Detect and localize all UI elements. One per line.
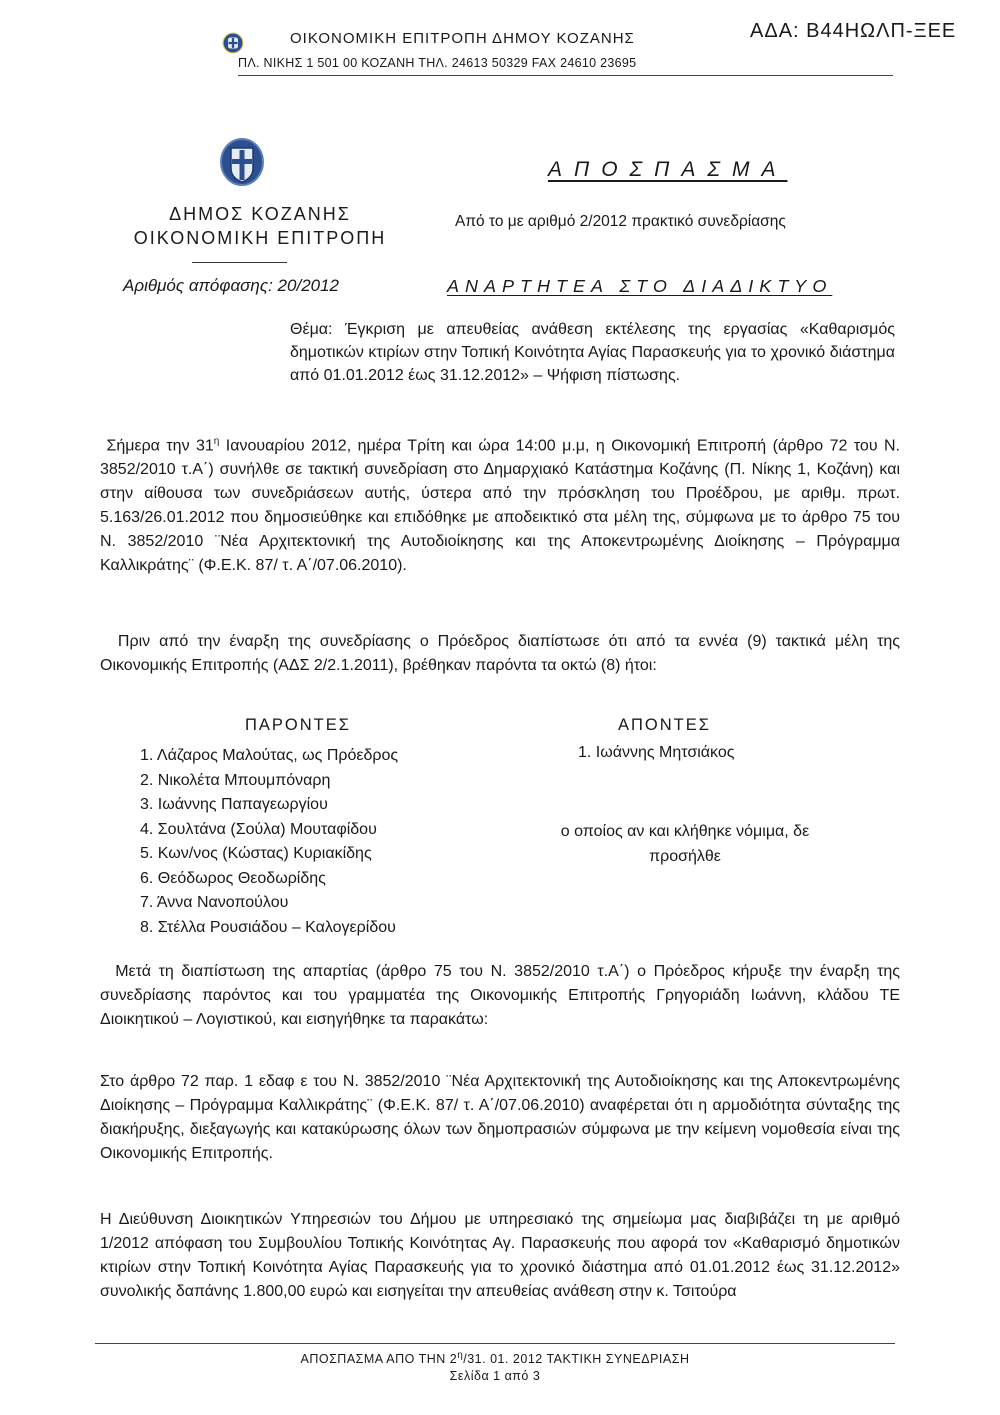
present-heading: ΠΑΡΟΝΤΕΣ <box>245 716 351 734</box>
paragraph-quorum-text: Πριν από την έναρξη της συνεδρίασης ο Πρόεδρος διαπίστωσε ότι από τα εννέα (9) τακτικά μέλη της Οικονομικής Επιτροπής (ΑΔΣ 2/2.1.2011), βρέθηκαν παρόντα τα οκτώ (8) ήτοι: <box>100 633 900 674</box>
absent-member: 1. Ιωάννης Μητσιάκος <box>578 744 735 761</box>
list-item: 4. Σουλτάνα (Σούλα) Μουταφίδου <box>140 820 377 838</box>
absent-note: ο οποίος αν και κλήθηκε νόμιμα, δε προσήλθε <box>560 823 810 865</box>
issuer-municipality: ΔΗΜΟΣ ΚΟΖΑΝΗΣ <box>169 204 351 224</box>
minutes-reference: Από το με αριθμό 2/2012 πρακτικό συνεδρίασης <box>455 213 786 230</box>
present-members-list <box>140 744 398 940</box>
list-item: 2. Νικολέτα Μπουμπόναρη <box>140 771 331 789</box>
greek-emblem-icon <box>222 32 244 54</box>
document-type: ΑΠΟΣΠΑΣΜΑ <box>548 158 788 181</box>
footer-session <box>95 1347 895 1368</box>
subject: Θέμα: Έγκριση με απευθείας ανάθεση εκτέλεσης της εργασίας «Καθαρισμός δημοτικών κτιρίων στην Τοπική Κοινότητα Αγίας Παρασκευής για το χρονικό διάστημα από 01.01.2012 έως 31.12.2012» – Ψήφιση πίστωσης. <box>290 321 895 384</box>
absent-heading: ΑΠΟΝΤΕΣ <box>618 716 711 734</box>
list-item: 5. Κων/νος (Κώστας) Κυριακίδης <box>140 845 372 862</box>
footer-divider <box>95 1343 895 1344</box>
issuer-committee: ΟΙΚΟΝΟΜΙΚΗ ΕΠΙΤΡΟΠΗ <box>133 228 387 248</box>
paragraph-opening <box>100 960 900 1032</box>
header-divider <box>238 75 893 76</box>
paragraph-quorum <box>100 630 900 678</box>
list-item: 3. Ιωάννης Παπαγεωργίου <box>140 796 328 813</box>
paragraph-opening-text: Μετά τη διαπίστωση της απαρτίας (άρθρο 75 του Ν. 3852/2010 τ.Α΄) ο Πρόεδρος κήρυξε την έναρξη της συνεδρίασης παρόντος και του γραμματέα της Οικονομικής Επιτροπής Γρηγοριάδη Ιωάννη, κλάδου ΤΕ Διοικητικού – Λογιστικού, και εισηγήθηκε τα παρακάτω: <box>100 963 900 1028</box>
paragraph-article: Στο άρθρο 72 παρ. 1 εδαφ ε του Ν. 3852/2010 ¨Νέα Αρχιτεκτονική της Αυτοδιοίκησης και της Αποκεντρωμένης Διοίκησης – Πρόγραμμα Καλλικράτης¨ (Φ.Ε.Κ. 87/ τ. Α΄/07.06.2010) αναφέρεται ότι η αρμοδιότητα σύνταξης της διακήρυξης, διεξαγωγής και κατακύρωσης όλων των δημοπρασιών σύμφωνα με την κείμενη νομοθεσία είναι της Οικονομικής Επιτροπής. <box>100 1073 900 1162</box>
list-item: 6. Θεόδωρος Θεοδωρίδης <box>140 869 326 887</box>
header-title: ΟΙΚΟΝΟΜΙΚΗ ΕΠΙΤΡΟΠΗ ΔΗΜΟΥ ΚΟΖΑΝΗΣ <box>290 30 635 47</box>
list-item: 8. Στέλλα Ρουσιάδου – Καλογερίδου <box>140 918 396 936</box>
paragraph-directorate: Η Διεύθυνση Διοικητικών Υπηρεσιών του Δήμου με υπηρεσιακό της σημείωμα μας διαβιβάζει τη με αριθμό 1/2012 απόφαση του Συμβουλίου Τοπικής Κοινότητας Αγ. Παρασκευής που αφορά τον «Καθαρισμό δημοτικών κτιρίων στην Τοπική Κοινότητα Αγίας Παρασκευής για το χρονικό διάστημα από 01.01.2012 έως 31.12.2012» συνολικής δαπάνης 1.800,00 ευρώ και εισηγείται την απευθείας ανάθεση στην κ. Τσιτούρα <box>100 1211 900 1300</box>
issuer-divider <box>192 262 287 263</box>
ordinal-suffix: η <box>213 436 220 447</box>
footer-ordinal-suffix: η <box>457 1350 464 1361</box>
paragraph-intro <box>100 430 900 578</box>
header-address: ΠΛ. ΝΙΚΗΣ 1 501 00 ΚΟΖΑΝΗ ΤΗΛ. 24613 50329 FAX 24610 23695 <box>238 56 637 70</box>
greek-emblem-icon <box>220 138 264 186</box>
footer-session-rest: /31. 01. 2012 ΤΑΚΤΙΚΗ ΣΥΝΕΔΡΙΑΣΗ <box>463 1352 690 1367</box>
decision-number: Αριθμός απόφασης: 20/2012 <box>123 276 340 295</box>
publish-notice: ΑΝΑΡΤΗΤΕΑ ΣΤΟ ΔΙΑΔΙΚΤΥΟ <box>447 276 833 296</box>
ada-code: ΑΔΑ: Β44ΗΩΛΠ-ΞΕΕ <box>750 20 957 42</box>
paragraph-intro-rest: Ιανουαρίου 2012, ημέρα Τρίτη και ώρα 14:00 μ.μ, η Οικονομική Επιτροπή (άρθρο 72 του Ν. 3852/2010 τ.Α΄) συνήλθε σε τακτική συνεδρίαση στο Δημαρχιακό Κατάστημα Κοζάνης (Π. Νίκης 1, Κοζάνη) και στην αίθουσα των συνεδριάσεων αυτής, ύστερα από την πρόσκληση του Προέδρου, με αριθμ. πρωτ. 5.163/26.01.2012 που δημοσιεύθηκε και επιδόθηκε με αποδεικτικό στα μέλη της, σύμφωνα με το άρθρο 75 του Ν. 3852/2010 ¨Νέα Αρχιτεκτονική της Αυτοδιοίκησης και της Αποκεντρωμένης Διοίκησης – Πρόγραμμα Καλλικράτης¨ (Φ.Ε.Κ. 87/ τ. Α΄/07.06.2010). <box>100 437 901 575</box>
page-number: Σελίδα 1 από 3 <box>449 1369 541 1384</box>
list-item: 7. Άννα Νανοπούλου <box>140 894 289 911</box>
footer-session-start: ΑΠΟΣΠΑΣΜΑ ΑΠΟ ΤΗΝ 2 <box>300 1352 458 1367</box>
footer <box>95 1347 895 1385</box>
list-item: 1. Λάζαρος Μαλούτας, ως Πρόεδρος <box>140 747 399 764</box>
paragraph-intro-start: Σήμερα την 31 <box>106 437 214 455</box>
issuer-block <box>95 202 425 250</box>
